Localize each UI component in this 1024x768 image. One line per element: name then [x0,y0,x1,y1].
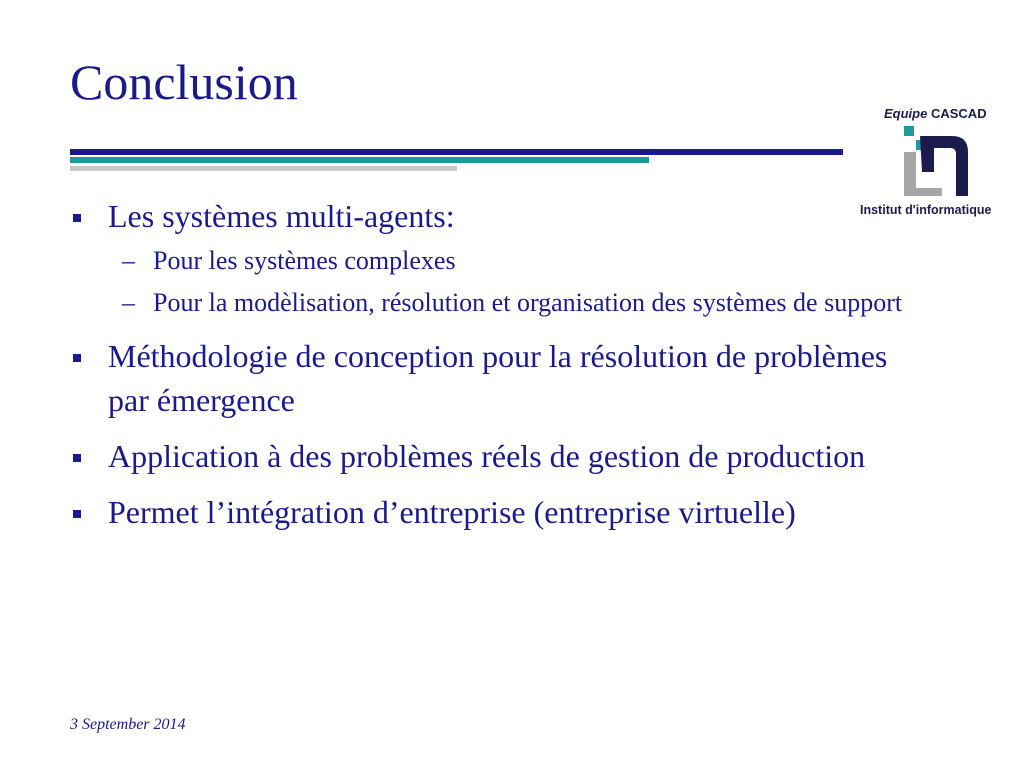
institute-logo-icon [898,126,974,200]
square-bullet-icon [73,510,81,518]
logo-institute-label: Institut d'informatique [860,203,992,217]
bullet-item [70,434,930,478]
slide-content [70,194,930,546]
sub-bullet-item [70,246,930,276]
bullet-item [70,334,930,422]
square-bullet-icon [73,354,81,362]
sub-bullet-item [70,288,930,318]
footer-date: 3 September 2014 [70,716,186,733]
bullet-text: Permet l’intégration d’entreprise (entreprise virtuelle) [108,494,796,530]
bullet-text: Méthodologie de conception pour la résolution de problèmes par émergence [108,338,888,418]
logo-team-prefix: Equipe [884,106,928,121]
bullet-item [70,490,930,534]
bullet-item [70,194,930,238]
bullet-text: Les systèmes multi-agents: [108,198,455,234]
title-rule-navy [70,149,843,155]
bullet-text: Application à des problèmes réels de gestion de production [108,438,866,474]
logo-team-name: CASCAD [930,106,987,121]
logo-team-label [884,106,987,121]
dash-bullet-icon: – [122,246,135,275]
dash-bullet-icon: – [122,288,135,317]
square-bullet-icon [73,454,81,462]
title-rule-gray [70,166,457,171]
sub-bullet-text: Pour les systèmes complexes [153,246,456,275]
slide-title: Conclusion [70,54,298,110]
title-rule-teal [70,157,649,163]
sub-bullet-text: Pour la modèlisation, résolution et organisation des systèmes de support [153,288,903,317]
square-bullet-icon [73,214,81,222]
